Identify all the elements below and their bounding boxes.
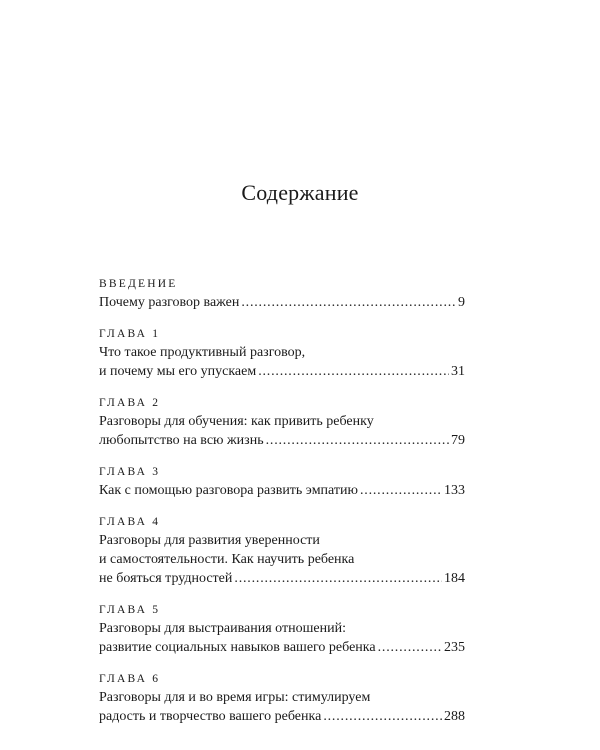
page-number: 184 bbox=[444, 571, 465, 586]
section-label: ГЛАВА 2 bbox=[99, 397, 161, 409]
page-number: 288 bbox=[444, 709, 465, 724]
toc-section-chapter-3 bbox=[99, 464, 465, 500]
entry-title: и почему мы его упускаем bbox=[99, 364, 257, 379]
section-label: ВВЕДЕНИЕ bbox=[99, 278, 178, 290]
entry-title-line: и самостоятельности. Как научить ребенка bbox=[99, 552, 355, 567]
page-title: Содержание bbox=[241, 180, 359, 205]
section-label: ГЛАВА 1 bbox=[99, 328, 161, 340]
entry-title: не бояться трудностей bbox=[99, 571, 233, 586]
entry-title: любопытство на всю жизнь bbox=[99, 433, 264, 448]
section-label: ГЛАВА 5 bbox=[99, 604, 161, 616]
entry-title-line: Разговоры для и во время игры: стимулируем bbox=[99, 690, 371, 705]
entry-title-line: Разговоры для развития уверенности bbox=[99, 533, 320, 548]
toc-section-chapter-2 bbox=[99, 395, 465, 450]
table-of-contents bbox=[99, 276, 465, 740]
dot-leader bbox=[258, 362, 449, 381]
section-label: ГЛАВА 4 bbox=[99, 516, 161, 528]
dot-leader bbox=[378, 638, 442, 657]
dot-leader bbox=[241, 293, 456, 312]
page-number: 133 bbox=[444, 483, 465, 498]
dot-leader bbox=[323, 707, 442, 726]
toc-section-chapter-4 bbox=[99, 514, 465, 588]
toc-section-chapter-6 bbox=[99, 671, 465, 726]
entry-title: Почему разговор важен bbox=[99, 295, 240, 310]
page-number: 9 bbox=[458, 295, 465, 310]
dot-leader bbox=[266, 431, 449, 450]
toc-entry[interactable] bbox=[99, 362, 465, 381]
toc-entry[interactable] bbox=[99, 293, 465, 312]
toc-entry[interactable] bbox=[99, 569, 465, 588]
page-number: 31 bbox=[451, 364, 465, 379]
entry-title-line: Разговоры для обучения: как привить ребенку bbox=[99, 414, 374, 429]
toc-section-chapter-1 bbox=[99, 326, 465, 381]
page-number: 235 bbox=[444, 640, 465, 655]
section-label: ГЛАВА 3 bbox=[99, 466, 161, 478]
entry-title: радость и творчество вашего ребенка bbox=[99, 709, 322, 724]
toc-section-chapter-5 bbox=[99, 602, 465, 657]
entry-title-line: Разговоры для выстраивания отношений: bbox=[99, 621, 346, 636]
toc-entry[interactable] bbox=[99, 481, 465, 500]
section-label: ГЛАВА 6 bbox=[99, 673, 161, 685]
toc-section-introduction bbox=[99, 276, 465, 312]
entry-title: Как с помощью разговора развить эмпатию bbox=[99, 483, 358, 498]
entry-title-line: Что такое продуктивный разговор, bbox=[99, 345, 306, 360]
page-number: 79 bbox=[451, 433, 465, 448]
dot-leader bbox=[234, 569, 442, 588]
toc-entry[interactable] bbox=[99, 431, 465, 450]
dot-leader bbox=[360, 481, 442, 500]
toc-entry[interactable] bbox=[99, 707, 465, 726]
toc-entry[interactable] bbox=[99, 638, 465, 657]
entry-title: развитие социальных навыков вашего ребенка bbox=[99, 640, 376, 655]
